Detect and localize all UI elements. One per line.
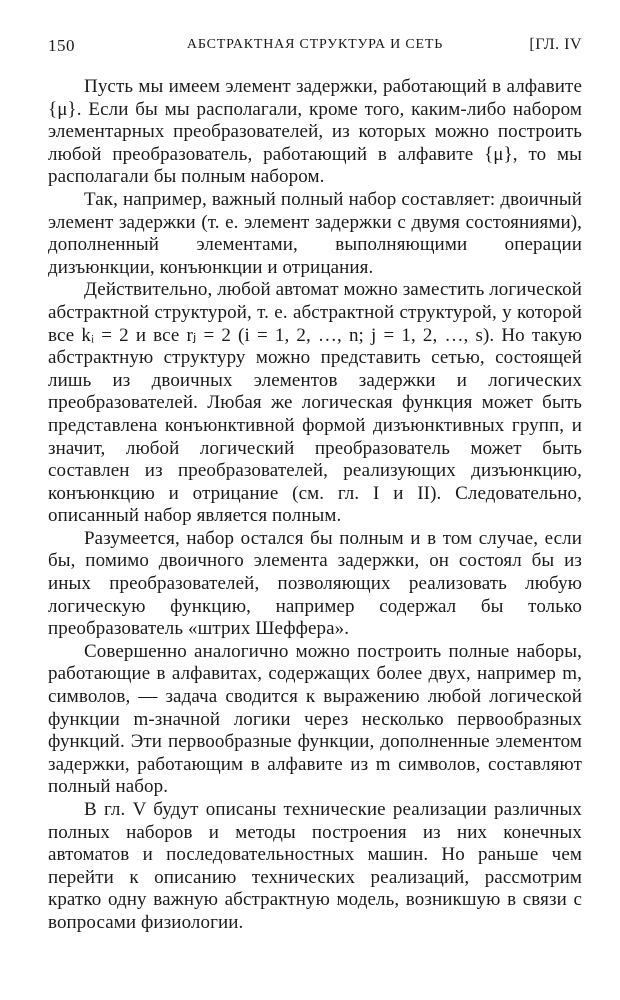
paragraph-3: Действительно, любой автомат можно заместить логической абстрактной структурой, т. е. абстрактной структурой, у которой все kᵢ = 2 и все rⱼ = 2 (i = 1, 2, …, n; j = 1, 2, …, s). Но такую абстрактную структуру можно представить сетью, состоящей лишь из двоичных элементов задержки и логических преобразователей. Любая же логическая функция может быть представлена конъюнктивной формой дизъюнктивных групп, и значит, любой логический преобразователь может быть составлен из преобразователей, реализующих дизъюнкцию, конъюнкцию и отрицание (см. гл. I и II). Следовательно, описанный набор является полным. xyxy=(48,279,582,527)
chapter-ref: [ГЛ. IV xyxy=(529,36,582,53)
page-number: 150 xyxy=(48,36,75,55)
running-title: АБСТРАКТНАЯ СТРУКТУРА И СЕТЬ xyxy=(186,37,444,52)
paragraph-1: Пусть мы имеем элемент задержки, работающий в алфавите {μ}. Если бы мы располагали, кроме того, каким-либо набором элементарных преобразователей, из которых можно построить любой преобразователь, работающий в алфавите {μ}, то мы располагали бы полным набором. xyxy=(48,76,582,188)
paragraph-4: Разумеется, набор остался бы полным и в том случае, если бы, помимо двоичного элемента задержки, он состоял бы из иных преобразователей, позволяющих реализовать любую логическую функцию, например содержал бы только преобразователь «штрих Шеффера». xyxy=(48,527,582,640)
paragraph-6: В гл. V будут описаны технические реализации различных полных наборов и методы построения из них конечных автоматов и последовательностных машин. Но раньше чем перейти к описанию технических реализаций, рассмотрим кратко одну важную абстрактную модель, возникшую в связи с вопросами физиологии. xyxy=(48,799,582,933)
running-head xyxy=(48,36,582,60)
paragraph-5: Совершенно аналогично можно построить полные наборы, работающие в алфавитах, содержащих более двух, например m, символов, — задача сводится к выражению любой логической функции m-значной логики через несколько первообразных функций. Эти первообразные функции, дополненные элементом задержки, работающим в алфавите из m символов, составляют полный набор. xyxy=(48,640,582,798)
paragraph-2: Так, например, важный полный набор составляет: двоичный элемент задержки (т. е. элемент задержки с двумя состояниями), дополненный элементами, выполняющими операции дизъюнкции, конъюнкции и отрицания. xyxy=(48,188,582,278)
body-text xyxy=(48,76,582,935)
